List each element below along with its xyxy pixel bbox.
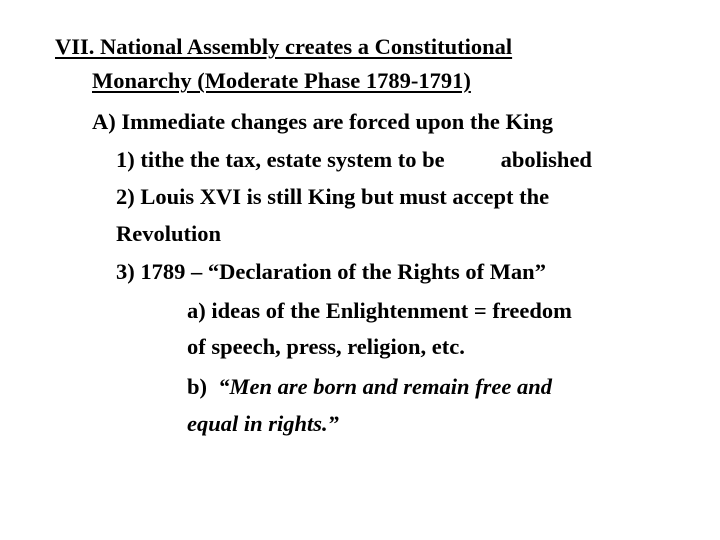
sub-a-line-2: of speech, press, religion, etc. <box>187 334 465 359</box>
sub-b-line-1 <box>187 368 552 405</box>
point-a: A) Immediate changes are forced upon the King <box>92 109 554 134</box>
item-1-text: 1) tithe the tax, estate system to be <box>116 147 445 172</box>
sub-b-line-2: equal in rights.” <box>187 411 339 436</box>
item-3: 3) 1789 – “Declaration of the Rights of Man” <box>116 259 546 284</box>
item-2-line-1: 2) Louis XVI is still King but must accept the <box>116 184 550 209</box>
slide-title-line-2: Monarchy (Moderate Phase 1789-1791) <box>92 68 471 93</box>
item-1-abolished: abolished <box>500 147 592 172</box>
item-2-line-2: Revolution <box>116 221 222 246</box>
sub-a-line-1: a) ideas of the Enlightenment = freedom <box>187 298 572 323</box>
sub-b-quote: “Men are born and remain free and <box>218 374 553 399</box>
item-1 <box>116 141 592 178</box>
sub-b-prefix: b) <box>187 374 219 399</box>
slide-title-line-1: VII. National Assembly creates a Constitutional <box>55 34 513 59</box>
